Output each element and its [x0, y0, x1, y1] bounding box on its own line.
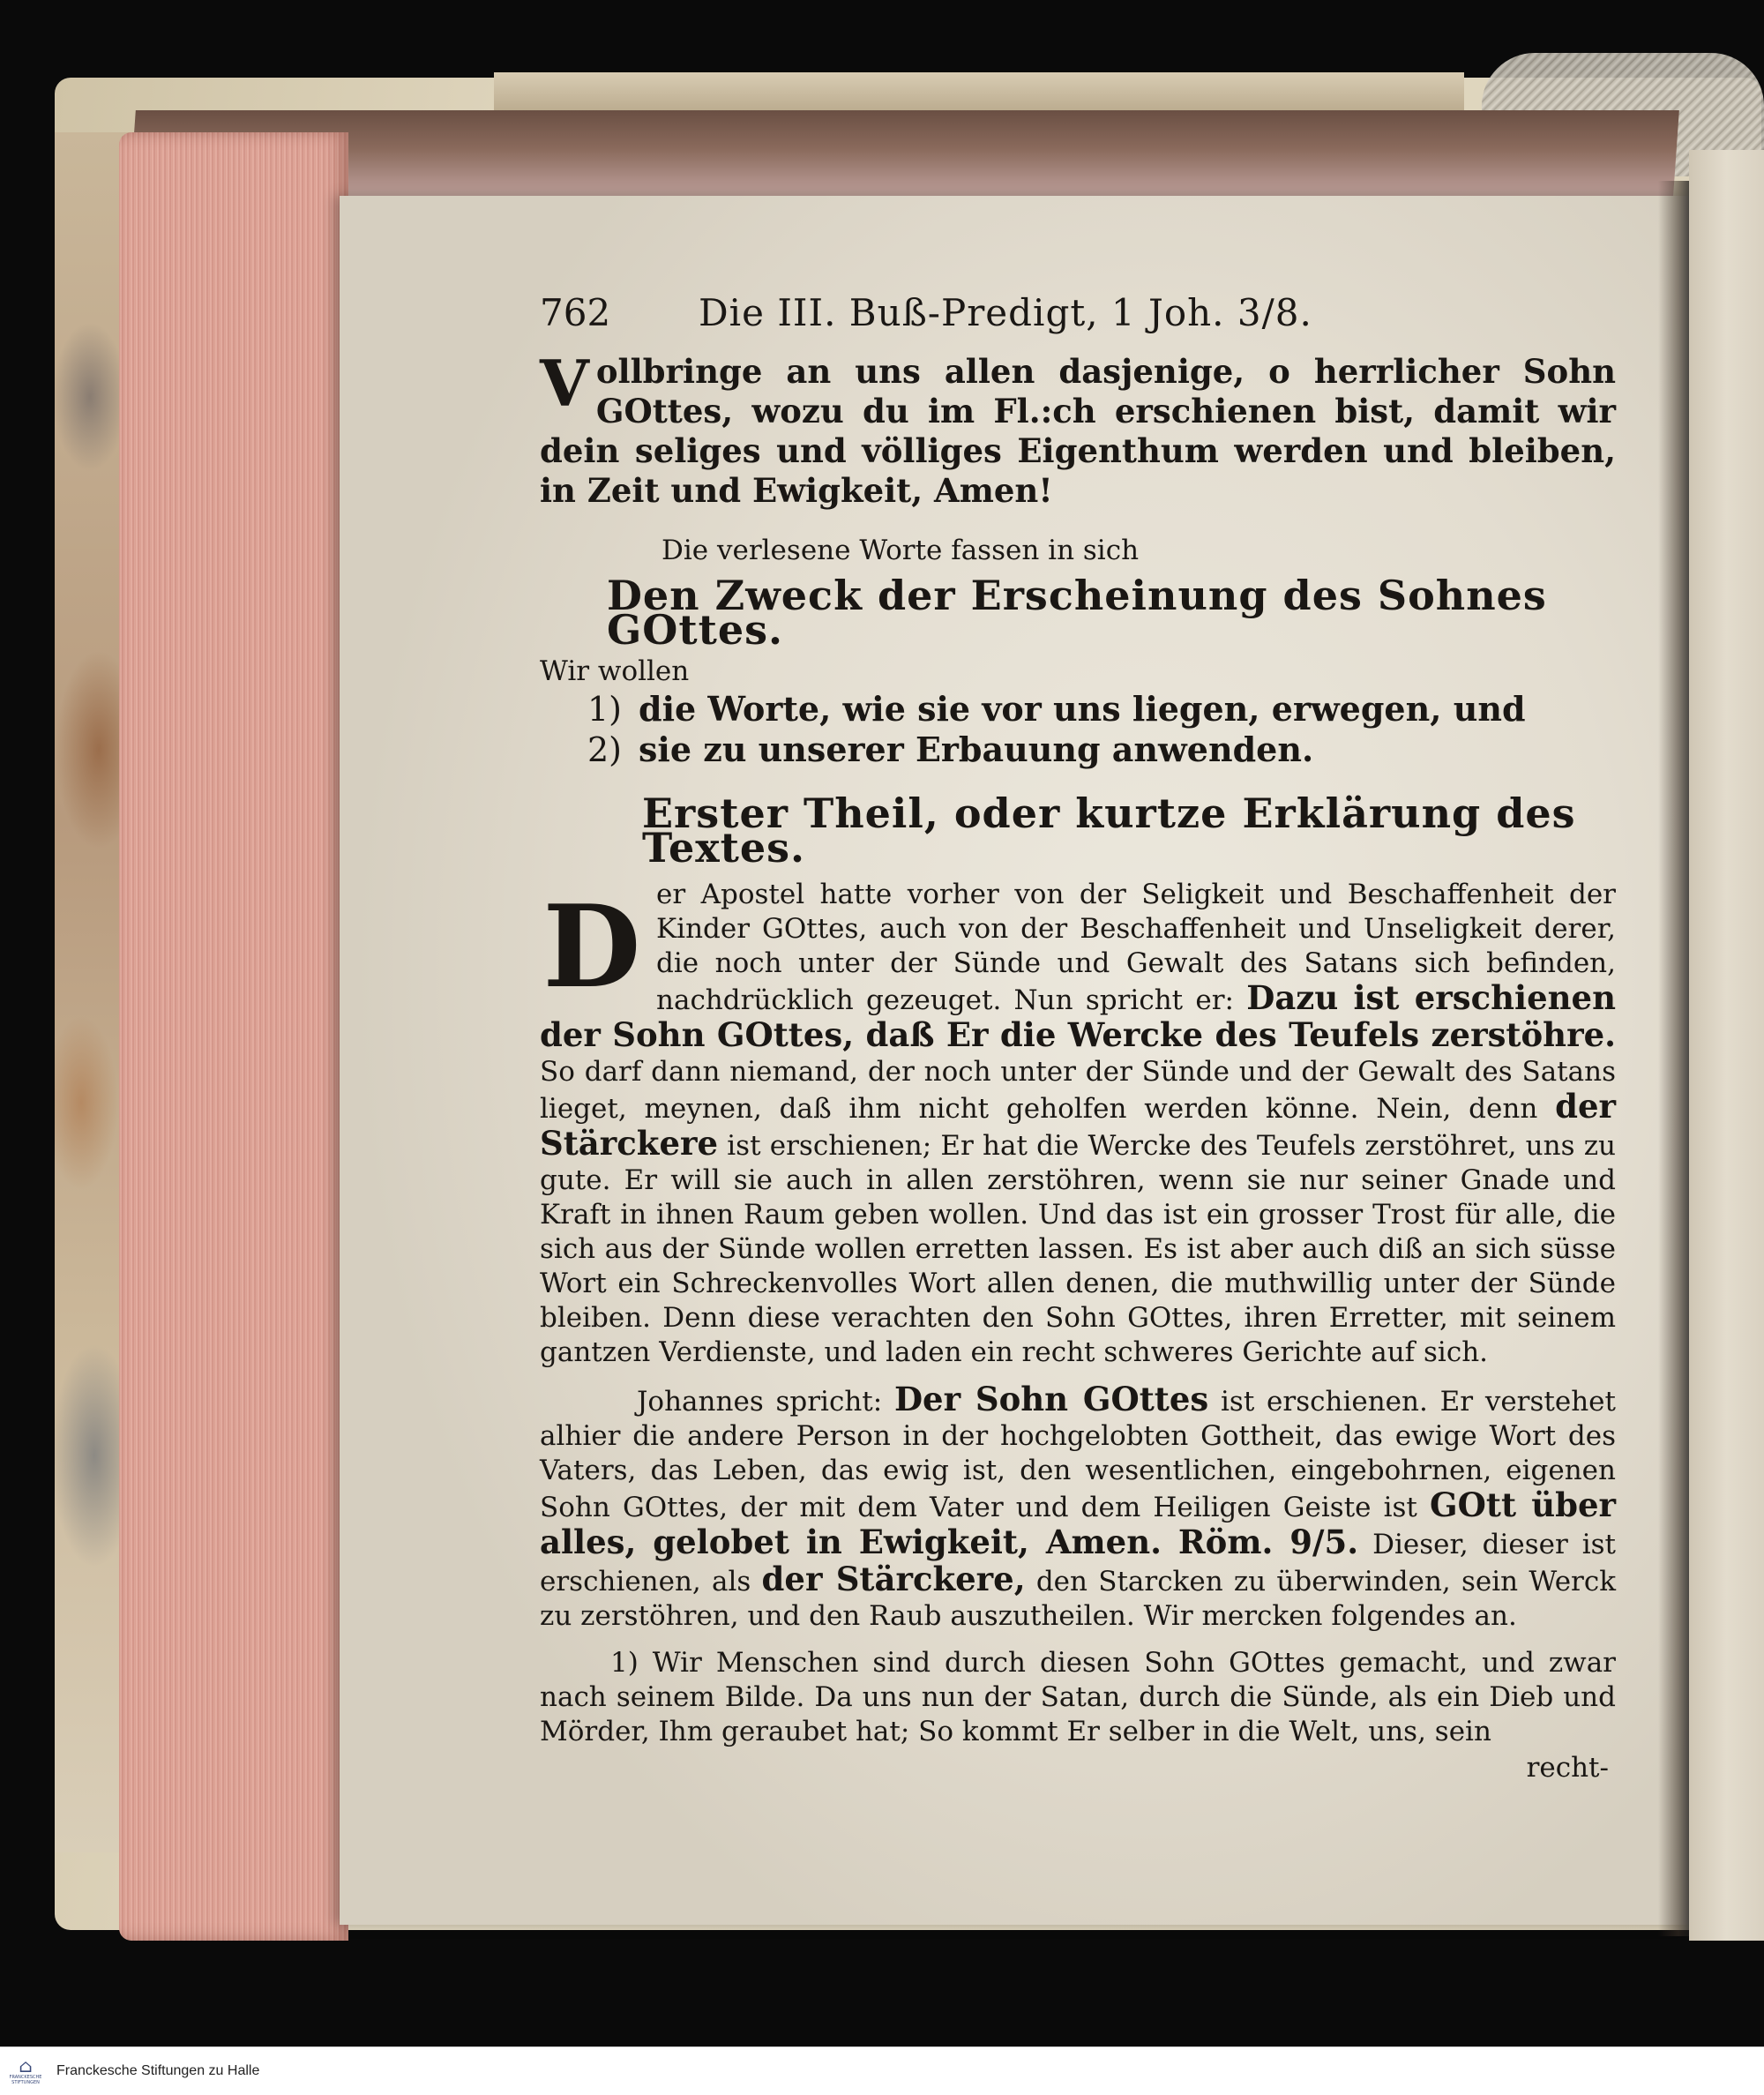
page-fore-edge [119, 132, 348, 1941]
prayer-text: ollbringe an uns allen dasjenige, o herrlicher Sohn GOttes, wozu du im Fl.:ch erschienen bist, damit wir dein seliges und völliges Eigenthum werden und bleiben, in Zeit und Ewigkeit, Amen! [540, 352, 1616, 510]
institution-logo-icon[interactable]: ⌂ FRANCKESCHE STIFTUNGEN [9, 2055, 42, 2085]
catchword: recht- [1526, 1752, 1609, 1784]
section-heading: Erster Theil, oder kurtze Erklärung des Textes. [642, 789, 1576, 872]
plan-lead: Wir wollen [540, 655, 690, 687]
plan-item-text: sie zu unserer Erbauung anwenden. [639, 730, 1314, 769]
institution-name: Franckesche Stiftungen zu Halle [56, 2063, 260, 2078]
paragraph-1-text-c: ist erschienen; Er hat die Wercke des Teufels zerstöhret, uns zu gute. Er will sie auch in allen zerstöhren, wenn sie nur seiner Gnade und Kraft in ihnen Raum geben wollen. Und das ist ein grosser Trost für alle, die sich aus der Sünde wollen erretten lassen. Es ist aber auch diß an sich süsse Wort ein Schreckenvolles Wort allen denen, die muthwillig unter der Sünde bleiben. Denn diese verachten den Sohn GOttes, ihren Erretter, mit seinem gantzen Verdienste, und laden ein recht schweres Gerichte auf sich. [540, 1130, 1616, 1368]
decorated-initial: D [542, 881, 641, 1014]
sermon-theme: Den Zweck der Erscheinung des Sohnes GOttes. [607, 572, 1547, 654]
scripture-quote: Dazu ist erschienen der Sohn GOttes, daß Er die Wercke des Teufels zerstöhre. [540, 978, 1616, 1054]
paragraph-2-text-c: Dieser, dieser ist erschienen, als [540, 1529, 1616, 1597]
text-intro: Die verlesene Worte fassen in sich [662, 535, 1140, 566]
plan-item-text: die Worte, wie sie vor uns liegen, erwegen, und [639, 689, 1526, 729]
running-head [540, 291, 1616, 348]
prayer-initial: V [540, 346, 589, 421]
paragraph-2-text-a: Johannes spricht: [637, 1386, 883, 1418]
paragraph-3: 1) Wir Menschen sind durch diesen Sohn GOttes gemacht, und zwar nach seinem Bilde. Da uns nun der Satan, durch die Sünde, als ein Dieb und Mörder, Ihm geraubet hat; So kommt Er selber in die Welt, uns, sein [540, 1647, 1616, 1747]
running-title: Die III. Buß-Predigt, 1 Joh. 3/8. [699, 291, 1312, 334]
paragraph-2 [540, 1382, 1616, 1634]
paragraph-1 [540, 878, 1616, 1370]
emphasis-text: Der Sohn GOttes [893, 1380, 1209, 1418]
scripture-quote: GOtt über alles, gelobet in Ewigkeit, Amen. Röm. 9/5. [540, 1485, 1616, 1561]
paragraph-2-text-b: ist erschienen. Er verstehet alhier die andere Person in der hochgelobten Gottheit, das ewige Wort des Vaters, das Leben, das ewig ist, den wesentlichen, eingebohrnen, eigenen Sohn GOttes, der mit dem Vater und dem Heiligen Geiste ist [540, 1386, 1616, 1523]
plan-item [587, 730, 1616, 770]
emphasis-text: der Stärckere [540, 1087, 1616, 1163]
page-top-edge [129, 110, 1679, 207]
plan-item-number: 1) [587, 690, 623, 729]
paragraph-2-text-d: den Starcken zu überwinden, sein Werck zu zerstöhren, und den Raub auszutheilen. Wir mercken folgendes an. [540, 1566, 1617, 1632]
right-page-edge [1689, 150, 1764, 1941]
book-gutter [1658, 181, 1692, 1936]
cover-top-strip [494, 72, 1464, 115]
plan-item-number: 2) [587, 730, 623, 769]
footer-bar [0, 2046, 1764, 2095]
paragraph-1-text-a: er Apostel hatte vorher von der Seligkeit und Beschaffenheit der Kinder GOttes, auch von der Beschaffenheit und Unseligkeit derer, die noch unter der Sünde und Gewalt des Satans sich befinden, nachdrücklich gezeuget. Nun spricht er: [656, 879, 1616, 1016]
page-number: 762 [540, 291, 611, 334]
emphasis-text: der Stärckere, [761, 1560, 1026, 1598]
plan-item [587, 689, 1616, 730]
opening-prayer [540, 346, 1616, 511]
paragraph-1-text-b: So darf dann niemand, der noch unter der Sünde und der Gewalt des Satans lieget, meynen, daß ihm nicht geholfen werden könne. Nein, denn [540, 1056, 1616, 1125]
page-text [540, 291, 1617, 1785]
